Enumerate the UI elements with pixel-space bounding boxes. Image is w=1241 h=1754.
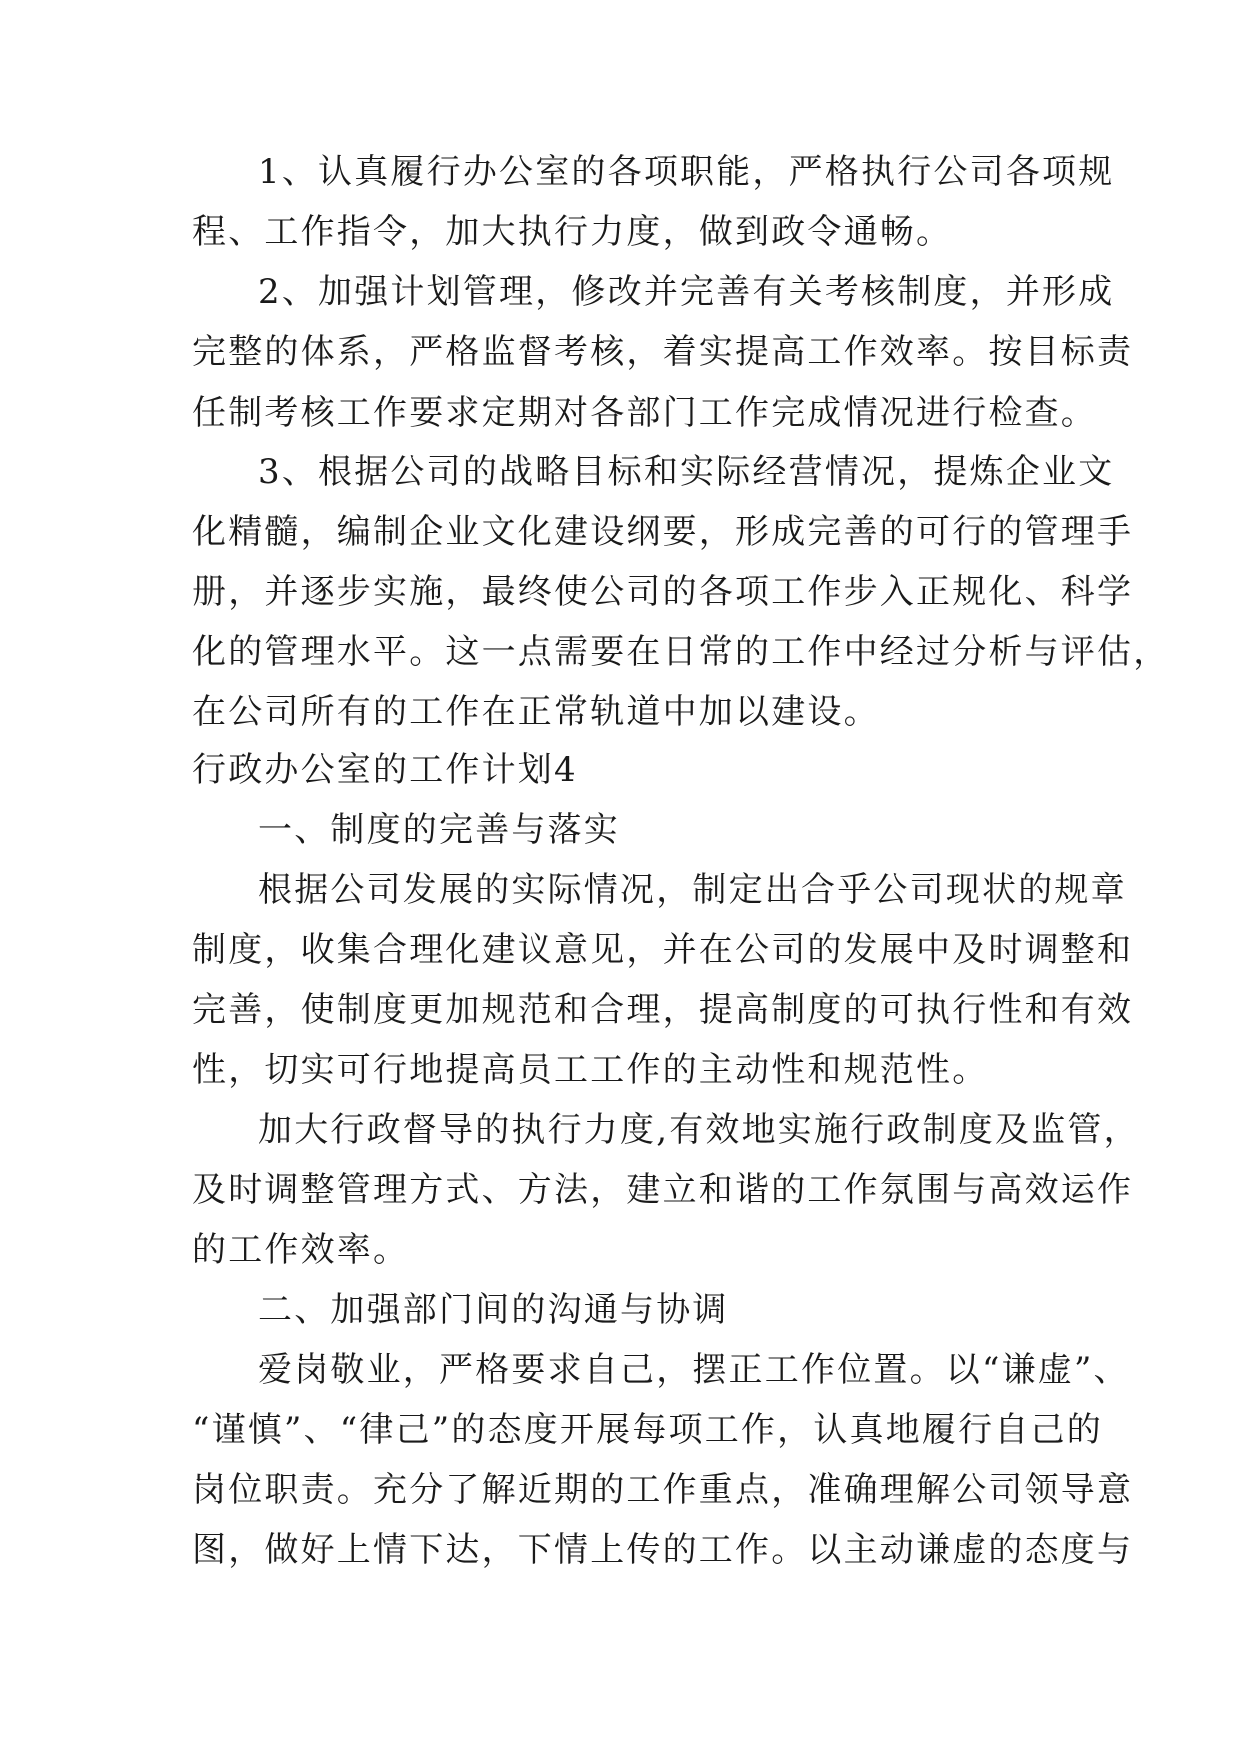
- paragraph-line: 加大行政督导的执行力度,有效地实施行政制度及监管，: [258, 1110, 1140, 1150]
- section-heading: 行政办公室的工作计划4: [192, 750, 578, 790]
- paragraph-line: 2、加强计划管理，修改并完善有关考核制度，并形成: [258, 272, 1115, 312]
- paragraph-line: 岗位职责。充分了解近期的工作重点，准确理解公司领导意: [192, 1470, 1134, 1510]
- subsection-heading: 一、制度的完善与落实: [258, 810, 620, 850]
- paragraph-line: 制度，收集合理化建议意见，并在公司的发展中及时调整和: [192, 930, 1134, 970]
- paragraph-line: 及时调整管理方式、方法，建立和谐的工作氛围与高效运作: [192, 1170, 1134, 1210]
- paragraph-line: 性，切实可行地提高员工工作的主动性和规范性。: [192, 1050, 989, 1090]
- paragraph-line: 任制考核工作要求定期对各部门工作完成情况进行检查。: [192, 393, 1097, 433]
- paragraph-line: 图，做好上情下达，下情上传的工作。以主动谦虚的态度与: [192, 1530, 1134, 1570]
- paragraph-line: 程、工作指令，加大执行力度，做到政令通畅。: [192, 212, 953, 252]
- paragraph-line: 1、认真履行办公室的各项职能，严格执行公司各项规: [258, 152, 1115, 192]
- paragraph-line: 册，并逐步实施，最终使公司的各项工作步入正规化、科学: [192, 572, 1134, 612]
- paragraph-line: 爱岗敬业，严格要求自己，摆正工作位置。以“谦虚”、: [258, 1350, 1130, 1390]
- subsection-heading: 二、加强部门间的沟通与协调: [258, 1290, 729, 1330]
- paragraph-line: 3、根据公司的战略目标和实际经营情况，提炼企业文: [258, 452, 1115, 492]
- paragraph-line: 在公司所有的工作在正常轨道中加以建设。: [192, 692, 880, 732]
- paragraph-line: 化精髓，编制企业文化建设纲要，形成完善的可行的管理手: [192, 512, 1134, 552]
- paragraph-line: 根据公司发展的实际情况，制定出合乎公司现状的规章: [258, 870, 1127, 910]
- paragraph-line: “谨慎”、“律己”的态度开展每项工作，认真地履行自己的: [192, 1410, 1103, 1450]
- paragraph-line: 完善，使制度更加规范和合理，提高制度的可执行性和有效: [192, 990, 1134, 1030]
- paragraph-line: 完整的体系，严格监督考核，着实提高工作效率。按目标责: [192, 332, 1134, 372]
- paragraph-line: 的工作效率。: [192, 1230, 410, 1270]
- paragraph-line: 化的管理水平。这一点需要在日常的工作中经过分析与评估，: [192, 632, 1170, 672]
